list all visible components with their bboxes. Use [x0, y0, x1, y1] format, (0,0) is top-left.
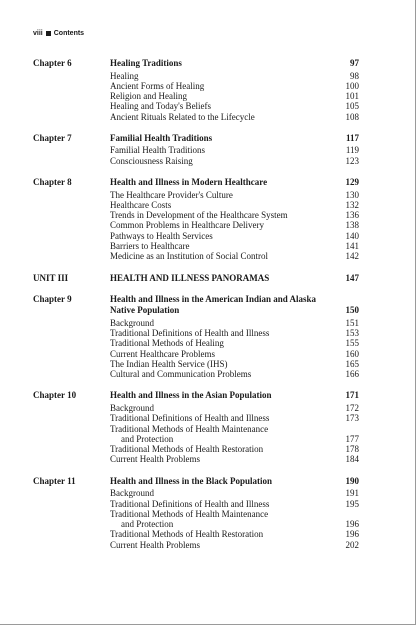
toc-entry[interactable]: Current Health Problems 202 — [110, 539, 359, 550]
toc-entry[interactable]: Pathways to Health Services 140 — [110, 230, 359, 241]
chapter-title[interactable]: Health and Illness in the Black Population 190 — [110, 475, 359, 486]
chapter-block — [33, 390, 359, 464]
chapter-title[interactable]: Health and Illness in Modern Healthcare 129 — [110, 177, 359, 188]
toc-entry[interactable]: Medicine as an Institution of Social Control 142 — [110, 251, 359, 262]
toc-entry[interactable]: Current Health Problems 184 — [110, 454, 359, 465]
chapter-entries — [110, 133, 359, 166]
chapter-label: Chapter 11 — [33, 475, 76, 486]
toc-entry[interactable]: Traditional Methods of Health Maintenance — [110, 508, 269, 519]
toc-entry[interactable]: Background 151 — [110, 317, 359, 328]
toc-entry[interactable]: Healthcare Costs 132 — [110, 199, 359, 210]
toc-entry[interactable]: Ancient Forms of Healing 100 — [110, 80, 359, 91]
chapter-entries — [110, 390, 359, 464]
chapter-block — [33, 58, 359, 122]
toc-entry[interactable]: Traditional Definitions of Health and Illness 195 — [110, 498, 359, 509]
toc-entry[interactable]: Healing and Today's Beliefs 105 — [110, 101, 359, 112]
toc-entry[interactable]: Religion and Healing 101 — [110, 91, 359, 102]
toc-entry[interactable]: Familial Health Traditions 119 — [110, 145, 359, 156]
toc-entry[interactable]: Background 191 — [110, 488, 359, 499]
chapter-entries — [110, 58, 359, 122]
square-bullet-icon — [46, 31, 51, 36]
running-head — [33, 30, 84, 37]
chapter-block — [33, 177, 359, 262]
toc-entry[interactable]: Barriers to Healthcare 141 — [110, 241, 359, 252]
toc-entry[interactable]: Traditional Methods of Health Restoration 196 — [110, 529, 359, 540]
unit-block — [33, 273, 359, 286]
toc-entry[interactable]: Traditional Methods of Health Maintenance — [110, 423, 269, 434]
chapter-block — [33, 133, 359, 166]
toc-entry[interactable]: Trends in Development of the Healthcare System 136 — [110, 210, 359, 221]
chapter-title[interactable]: Healing Traditions 97 — [110, 58, 359, 68]
toc-entry[interactable]: Consciousness Raising 123 — [110, 155, 359, 166]
section-name: Contents — [53, 30, 85, 37]
chapter-block — [33, 476, 359, 550]
toc-entry-continued[interactable]: and Protection 196 — [121, 519, 359, 530]
toc-entry[interactable]: Healing 98 — [110, 70, 359, 81]
chapter-title[interactable]: Health and Illness in the Asian Population 171 — [110, 390, 359, 401]
toc-entry[interactable]: Traditional Definitions of Health and Illness 173 — [110, 413, 359, 424]
toc-entry[interactable]: Cultural and Communication Problems 166 — [110, 369, 359, 380]
toc-entry[interactable]: The Indian Health Service (IHS) 165 — [110, 358, 359, 369]
unit-entries — [110, 273, 359, 286]
chapter-entries — [110, 294, 359, 379]
toc-entry-continued[interactable]: and Protection 177 — [121, 433, 359, 444]
chapter-label: Chapter 8 — [33, 177, 72, 188]
chapter-block — [33, 294, 359, 379]
contents-list — [33, 58, 359, 561]
toc-entry[interactable]: Traditional Definitions of Health and Illness 153 — [110, 327, 359, 338]
chapter-label: Chapter 7 — [33, 132, 72, 143]
chapter-label: Chapter 10 — [33, 390, 77, 401]
toc-entry[interactable]: Current Healthcare Problems 160 — [110, 348, 359, 359]
chapter-label: Chapter 9 — [33, 294, 72, 305]
unit-title[interactable]: HEALTH AND ILLNESS PANORAMAS 147 — [110, 272, 359, 283]
chapter-title[interactable]: Health and Illness in the American Indian and Alaska Native Population 150 — [110, 294, 359, 316]
toc-entry[interactable]: Traditional Methods of Healing 155 — [110, 338, 359, 349]
page-number: viii — [33, 30, 43, 37]
toc-entry[interactable]: Traditional Methods of Health Restoration 178 — [110, 444, 359, 455]
chapter-label: Chapter 6 — [33, 58, 72, 68]
unit-label: UNIT III — [33, 272, 69, 283]
toc-entry[interactable]: The Healthcare Provider's Culture 130 — [110, 189, 359, 200]
chapter-entries — [110, 476, 359, 550]
chapter-entries — [110, 177, 359, 262]
toc-entry[interactable]: Common Problems in Healthcare Delivery 138 — [110, 220, 359, 231]
chapter-title[interactable]: Familial Health Traditions 117 — [110, 132, 359, 143]
toc-entry[interactable]: Ancient Rituals Related to the Lifecycle 108 — [110, 111, 359, 122]
toc-entry[interactable]: Background 172 — [110, 402, 359, 413]
